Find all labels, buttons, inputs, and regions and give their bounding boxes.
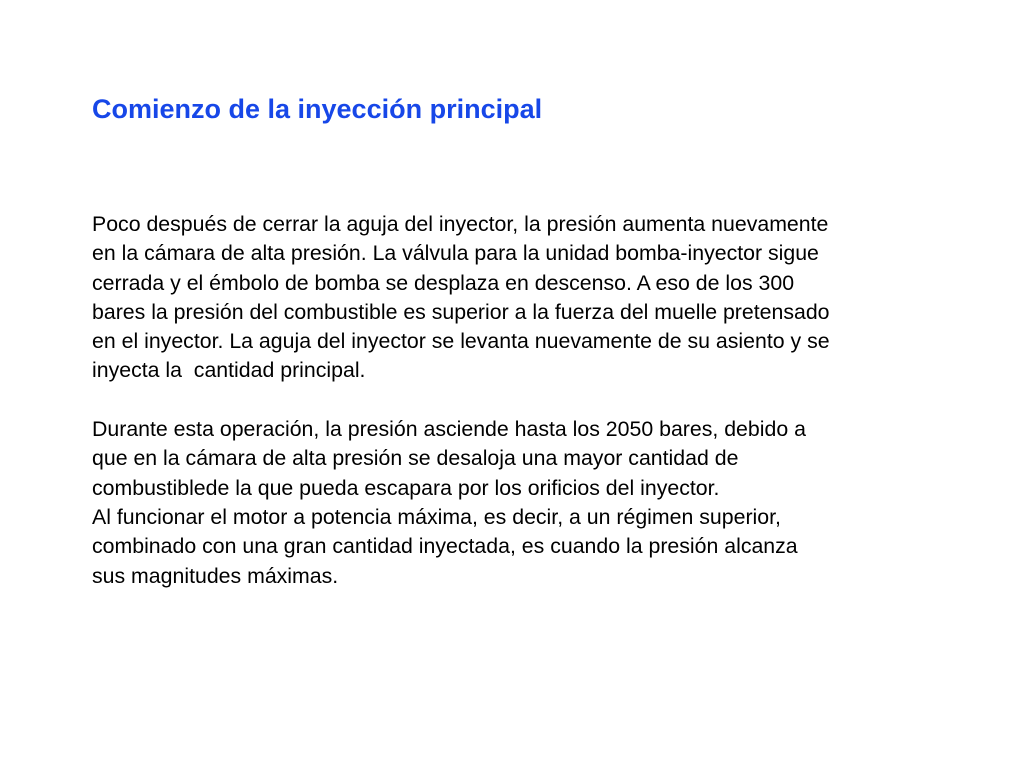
text-line: Poco después de cerrar la aguja del inyector, la presión aumenta nuevamente	[92, 212, 829, 236]
text-line: inyecta la cantidad principal.	[92, 358, 366, 383]
text-line: que en la cámara de alta presión se desaloja una mayor cantidad de	[92, 446, 739, 471]
text-line: en el inyector. La aguja del inyector se levanta nuevamente de su asiento y se	[92, 329, 830, 354]
text-line: bares la presión del combustible es superior a la fuerza del muelle pretensado	[92, 299, 830, 324]
slide-body	[92, 210, 992, 591]
text-line: combinado con una gran cantidad inyectada, es cuando la presión alcanza	[92, 534, 798, 559]
paragraph-3	[92, 503, 992, 591]
text-line: en la cámara de alta presión. La válvula para la unidad bomba-inyector sigue	[92, 241, 819, 266]
paragraph-spacer	[92, 386, 992, 415]
paragraph-2	[92, 415, 992, 503]
text-line: sus magnitudes máximas.	[92, 563, 339, 588]
text-line: combustiblede la que pueda escapara por los orificios del inyector.	[92, 475, 720, 500]
text-line: cerrada y el émbolo de bomba se desplaza en descenso. A eso de los 300	[92, 270, 795, 295]
text-line: Al funcionar el motor a potencia máxima, es decir, a un régimen superior,	[92, 504, 781, 529]
text-line: Durante esta operación, la presión asciende hasta los 2050 bares, debido a	[92, 417, 806, 442]
paragraph-1	[92, 210, 992, 386]
slide-title: Comienzo de la inyección principal	[92, 94, 543, 124]
